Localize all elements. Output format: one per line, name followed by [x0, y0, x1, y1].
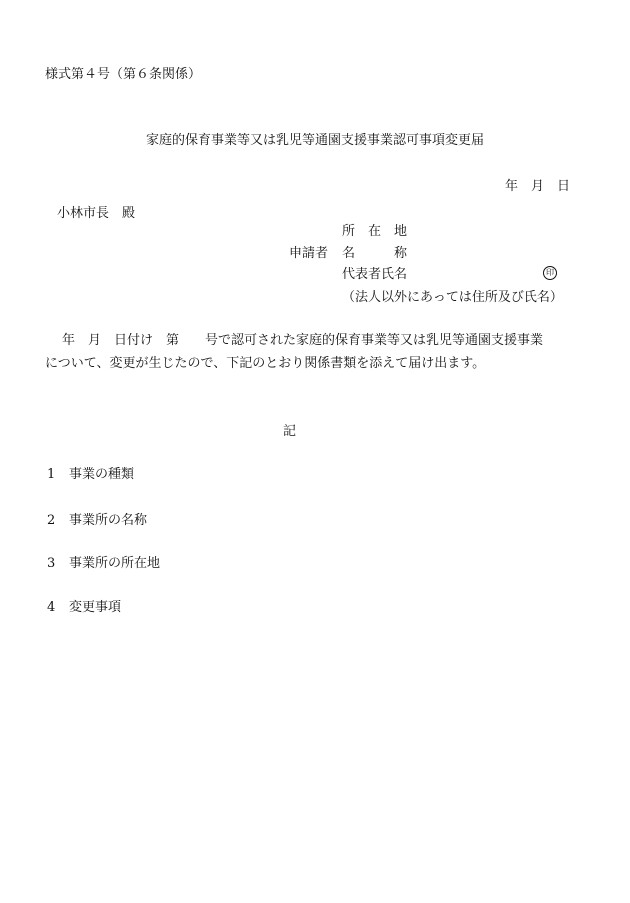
applicant-representative-label: 代表者氏名: [342, 267, 408, 282]
item-number: 1: [47, 467, 56, 482]
item-label: 事業の種類: [69, 467, 135, 482]
document-title: 家庭的保育事業等又は乳児等通園支援事業認可事項変更届: [145, 133, 484, 148]
body-text-line-1: 年 月 日付け 第 号で認可された家庭的保育事業等又は乳児等通園支援事業: [62, 333, 544, 348]
form-number: 様式第４号（第６条関係）: [45, 67, 202, 82]
item-label: 事業所の所在地: [69, 556, 161, 571]
applicant-note: （法人以外にあっては住所及び氏名）: [342, 290, 563, 305]
seal-mark-icon: 印: [543, 266, 557, 280]
item-number: 3: [47, 556, 56, 571]
list-item: [47, 557, 160, 570]
item-label: 変更事項: [69, 600, 122, 615]
addressee: 小林市長 殿: [57, 206, 136, 221]
item-label: 事業所の名称: [69, 513, 148, 528]
item-number: 4: [47, 600, 56, 615]
item-number: 2: [47, 513, 56, 528]
list-item: [47, 468, 134, 481]
list-item: [47, 514, 147, 527]
list-item: [47, 601, 121, 614]
applicant-name-label: 名 称: [342, 246, 408, 261]
ki-heading: 記: [283, 424, 297, 439]
body-text-line-2: について、変更が生じたので、下記のとおり関係書類を添えて届け出ます。: [45, 356, 486, 371]
applicant-address-label: 所 在 地: [342, 224, 408, 239]
date-line: 年 月 日: [505, 179, 571, 194]
applicant-label: 申請者: [289, 246, 329, 261]
